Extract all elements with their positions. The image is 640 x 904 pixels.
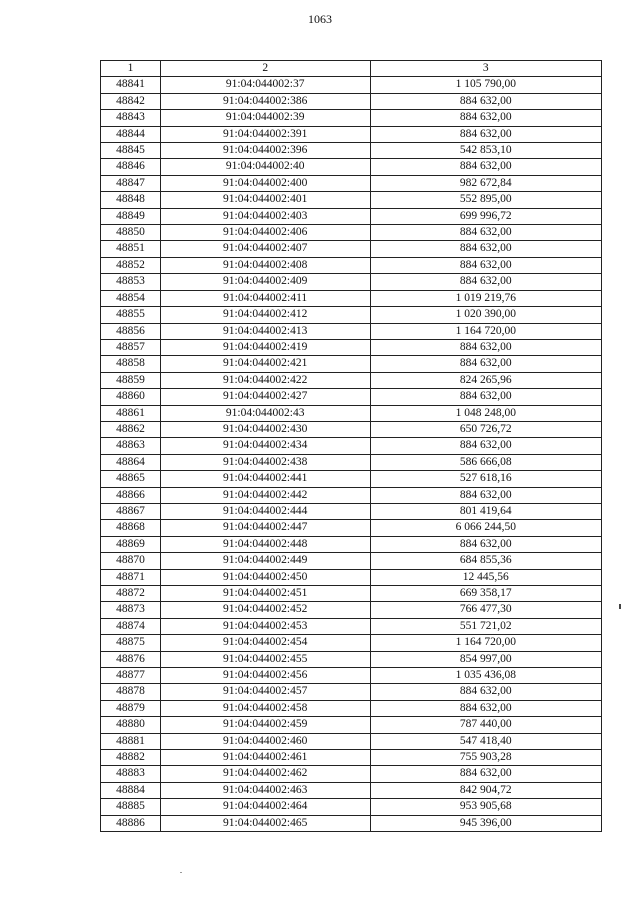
row-number: 48862	[101, 421, 161, 437]
cadastral-number: 91:04:044002:454	[160, 635, 370, 651]
cadastral-value: 1 164 720,00	[370, 323, 601, 339]
cadastral-value: 884 632,00	[370, 700, 601, 716]
row-number: 48861	[101, 405, 161, 421]
row-number: 48852	[101, 257, 161, 273]
row-number: 48884	[101, 782, 161, 798]
table-row	[101, 750, 602, 766]
table-row	[101, 405, 602, 421]
cadastral-value: 1 105 790,00	[370, 77, 601, 93]
cadastral-value: 884 632,00	[370, 487, 601, 503]
row-number: 48885	[101, 799, 161, 815]
cadastral-value: 547 418,40	[370, 733, 601, 749]
row-number: 48883	[101, 766, 161, 782]
table-row	[101, 372, 602, 388]
cadastral-number: 91:04:044002:407	[160, 241, 370, 257]
table-row	[101, 700, 602, 716]
row-number: 48870	[101, 553, 161, 569]
table-row	[101, 274, 602, 290]
cadastral-value: 1 164 720,00	[370, 635, 601, 651]
row-number: 48846	[101, 159, 161, 175]
column-header-1: 1	[101, 61, 161, 77]
row-number: 48857	[101, 339, 161, 355]
cadastral-number: 91:04:044002:456	[160, 668, 370, 684]
row-number: 48850	[101, 225, 161, 241]
cadastral-value: 6 066 244,50	[370, 520, 601, 536]
cadastral-number: 91:04:044002:408	[160, 257, 370, 273]
table-row	[101, 356, 602, 372]
row-number: 48843	[101, 110, 161, 126]
cadastral-value: 586 666,08	[370, 454, 601, 470]
cadastral-value: 884 632,00	[370, 159, 601, 175]
row-number: 48848	[101, 192, 161, 208]
row-number: 48866	[101, 487, 161, 503]
table-body	[101, 77, 602, 832]
cadastral-value: 755 903,28	[370, 750, 601, 766]
cadastral-value: 824 265,96	[370, 372, 601, 388]
column-header-2: 2	[160, 61, 370, 77]
cadastral-number: 91:04:044002:427	[160, 389, 370, 405]
table-row	[101, 733, 602, 749]
cadastral-value: 884 632,00	[370, 766, 601, 782]
table-row	[101, 503, 602, 519]
cadastral-value: 842 904,72	[370, 782, 601, 798]
cadastral-number: 91:04:044002:412	[160, 307, 370, 323]
row-number: 48856	[101, 323, 161, 339]
table-row	[101, 389, 602, 405]
cadastral-number: 91:04:044002:462	[160, 766, 370, 782]
table-row	[101, 438, 602, 454]
cadastral-number: 91:04:044002:465	[160, 815, 370, 831]
table-row	[101, 159, 602, 175]
table-row	[101, 290, 602, 306]
table-row	[101, 241, 602, 257]
row-number: 48877	[101, 668, 161, 684]
row-number: 48845	[101, 143, 161, 159]
table-row	[101, 339, 602, 355]
row-number: 48873	[101, 602, 161, 618]
cadastral-value: 12 445,56	[370, 569, 601, 585]
row-number: 48851	[101, 241, 161, 257]
row-number: 48881	[101, 733, 161, 749]
cadastral-value: 884 632,00	[370, 389, 601, 405]
row-number: 48855	[101, 307, 161, 323]
table-row	[101, 799, 602, 815]
cadastral-value: 766 477,30	[370, 602, 601, 618]
table-row	[101, 717, 602, 733]
column-header-3: 3	[370, 61, 601, 77]
table-row	[101, 126, 602, 142]
cadastral-number: 91:04:044002:452	[160, 602, 370, 618]
cadastral-number: 91:04:044002:430	[160, 421, 370, 437]
table-row	[101, 635, 602, 651]
cadastral-value: 542 853,10	[370, 143, 601, 159]
row-number: 48867	[101, 503, 161, 519]
row-number: 48864	[101, 454, 161, 470]
row-number: 48882	[101, 750, 161, 766]
cadastral-number: 91:04:044002:442	[160, 487, 370, 503]
cadastral-number: 91:04:044002:413	[160, 323, 370, 339]
cadastral-number: 91:04:044002:461	[160, 750, 370, 766]
row-number: 48868	[101, 520, 161, 536]
cadastral-number: 91:04:044002:453	[160, 618, 370, 634]
cadastral-number: 91:04:044002:451	[160, 586, 370, 602]
table-row	[101, 586, 602, 602]
cadastral-value: 884 632,00	[370, 225, 601, 241]
table-row	[101, 307, 602, 323]
cadastral-number: 91:04:044002:37	[160, 77, 370, 93]
table-row	[101, 766, 602, 782]
cadastral-value: 884 632,00	[370, 126, 601, 142]
scan-speck	[619, 604, 621, 609]
cadastral-value: 551 721,02	[370, 618, 601, 634]
row-number: 48844	[101, 126, 161, 142]
cadastral-number: 91:04:044002:403	[160, 208, 370, 224]
cadastral-number: 91:04:044002:391	[160, 126, 370, 142]
cadastral-number: 91:04:044002:460	[160, 733, 370, 749]
table-row	[101, 93, 602, 109]
cadastral-value: 884 632,00	[370, 110, 601, 126]
table-row	[101, 421, 602, 437]
cadastral-value: 945 396,00	[370, 815, 601, 831]
table-row	[101, 668, 602, 684]
cadastral-number: 91:04:044002:463	[160, 782, 370, 798]
cadastral-value: 1 020 390,00	[370, 307, 601, 323]
cadastral-number: 91:04:044002:40	[160, 159, 370, 175]
cadastral-value: 884 632,00	[370, 339, 601, 355]
cadastral-number: 91:04:044002:386	[160, 93, 370, 109]
row-number: 48842	[101, 93, 161, 109]
row-number: 48879	[101, 700, 161, 716]
cadastral-value: 1 035 436,08	[370, 668, 601, 684]
row-number: 48860	[101, 389, 161, 405]
table-row	[101, 553, 602, 569]
cadastral-value: 884 632,00	[370, 684, 601, 700]
cadastral-value: 884 632,00	[370, 257, 601, 273]
cadastral-number: 91:04:044002:406	[160, 225, 370, 241]
cadastral-value: 884 632,00	[370, 536, 601, 552]
cadastral-value: 953 905,68	[370, 799, 601, 815]
cadastral-number: 91:04:044002:401	[160, 192, 370, 208]
cadastral-value: 854 997,00	[370, 651, 601, 667]
row-number: 48872	[101, 586, 161, 602]
row-number: 48876	[101, 651, 161, 667]
cadastral-number: 91:04:044002:448	[160, 536, 370, 552]
cadastral-value: 884 632,00	[370, 438, 601, 454]
registry-table	[100, 60, 602, 832]
cadastral-number: 91:04:044002:434	[160, 438, 370, 454]
table-row	[101, 454, 602, 470]
table-row	[101, 192, 602, 208]
table-row	[101, 536, 602, 552]
table-row	[101, 77, 602, 93]
row-number: 48847	[101, 175, 161, 191]
row-number: 48853	[101, 274, 161, 290]
cadastral-value: 684 855,36	[370, 553, 601, 569]
table-row	[101, 257, 602, 273]
cadastral-value: 801 419,64	[370, 503, 601, 519]
cadastral-value: 982 672,84	[370, 175, 601, 191]
row-number: 48880	[101, 717, 161, 733]
table-row	[101, 651, 602, 667]
table-row	[101, 323, 602, 339]
cadastral-value: 650 726,72	[370, 421, 601, 437]
cadastral-value: 699 996,72	[370, 208, 601, 224]
cadastral-value: 527 618,16	[370, 471, 601, 487]
row-number: 48869	[101, 536, 161, 552]
scan-speck	[180, 872, 182, 873]
table-header-row	[101, 61, 602, 77]
page-number: 1063	[308, 12, 332, 26]
table-row	[101, 143, 602, 159]
cadastral-number: 91:04:044002:422	[160, 372, 370, 388]
row-number: 48886	[101, 815, 161, 831]
table-row	[101, 487, 602, 503]
cadastral-value: 787 440,00	[370, 717, 601, 733]
table-row	[101, 815, 602, 831]
row-number: 48875	[101, 635, 161, 651]
table-row	[101, 110, 602, 126]
table-row	[101, 175, 602, 191]
cadastral-number: 91:04:044002:438	[160, 454, 370, 470]
row-number: 48841	[101, 77, 161, 93]
cadastral-value: 1 019 219,76	[370, 290, 601, 306]
cadastral-value: 884 632,00	[370, 356, 601, 372]
table-row	[101, 569, 602, 585]
cadastral-number: 91:04:044002:455	[160, 651, 370, 667]
row-number: 48854	[101, 290, 161, 306]
cadastral-number: 91:04:044002:450	[160, 569, 370, 585]
table-row	[101, 602, 602, 618]
row-number: 48858	[101, 356, 161, 372]
table-row	[101, 618, 602, 634]
table-row	[101, 782, 602, 798]
row-number: 48874	[101, 618, 161, 634]
cadastral-number: 91:04:044002:458	[160, 700, 370, 716]
cadastral-value: 884 632,00	[370, 93, 601, 109]
cadastral-number: 91:04:044002:419	[160, 339, 370, 355]
cadastral-number: 91:04:044002:444	[160, 503, 370, 519]
cadastral-number: 91:04:044002:43	[160, 405, 370, 421]
cadastral-value: 669 358,17	[370, 586, 601, 602]
cadastral-value: 884 632,00	[370, 274, 601, 290]
cadastral-number: 91:04:044002:449	[160, 553, 370, 569]
cadastral-number: 91:04:044002:411	[160, 290, 370, 306]
row-number: 48871	[101, 569, 161, 585]
table-row	[101, 225, 602, 241]
cadastral-number: 91:04:044002:421	[160, 356, 370, 372]
cadastral-number: 91:04:044002:39	[160, 110, 370, 126]
row-number: 48865	[101, 471, 161, 487]
cadastral-number: 91:04:044002:459	[160, 717, 370, 733]
table-row	[101, 520, 602, 536]
cadastral-value: 1 048 248,00	[370, 405, 601, 421]
cadastral-number: 91:04:044002:409	[160, 274, 370, 290]
cadastral-number: 91:04:044002:400	[160, 175, 370, 191]
row-number: 48878	[101, 684, 161, 700]
table-row	[101, 471, 602, 487]
row-number: 48859	[101, 372, 161, 388]
cadastral-number: 91:04:044002:447	[160, 520, 370, 536]
cadastral-number: 91:04:044002:457	[160, 684, 370, 700]
cadastral-number: 91:04:044002:396	[160, 143, 370, 159]
table-row	[101, 684, 602, 700]
cadastral-number: 91:04:044002:441	[160, 471, 370, 487]
table-row	[101, 208, 602, 224]
row-number: 48849	[101, 208, 161, 224]
cadastral-value: 884 632,00	[370, 241, 601, 257]
cadastral-value: 552 895,00	[370, 192, 601, 208]
cadastral-number: 91:04:044002:464	[160, 799, 370, 815]
row-number: 48863	[101, 438, 161, 454]
